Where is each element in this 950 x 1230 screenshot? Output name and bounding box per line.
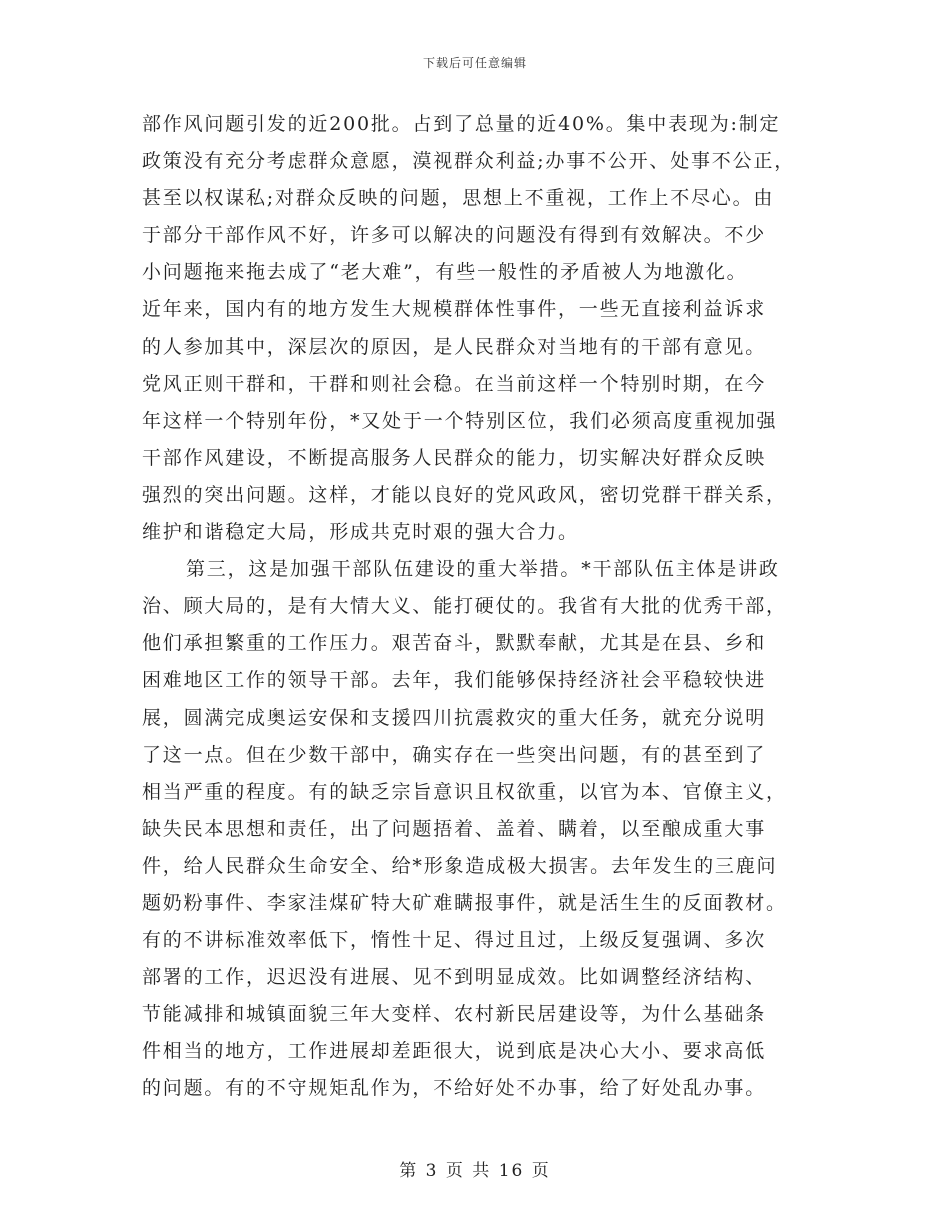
page-header-note: 下载后可任意编辑: [422, 56, 527, 70]
text-line: 甚至以权谋私;对群众反映的问题，思想上不重视，工作上不尽心。由: [142, 187, 775, 210]
text-line: 他们承担繁重的工作压力。艰苦奋斗，默默奉献，尤其是在县、乡和: [142, 632, 767, 655]
text-line: 的问题。有的不守规矩乱作为，不给好处不办事，给了好处乱办事。: [142, 1077, 767, 1100]
text-line: 治、顾大局的，是有大情大义、能打硬仗的。我省有大批的优秀干部，: [142, 595, 787, 618]
text-line: 缺失民本思想和责任，出了问题捂着、盖着、瞒着，以至酿成重大事: [142, 817, 767, 840]
text-line: 有的不讲标准效率低下，惰性十足、得过且过，上级反复强调、多次: [142, 929, 767, 952]
text-line: 的人参加其中，深层次的原因，是人民群众对当地有的干部有意见。: [142, 335, 767, 358]
text-line: 题奶粉事件、李家洼煤矿特大矿难瞒报事件，就是活生生的反面教材。: [142, 891, 787, 914]
text-line: 困难地区工作的领导干部。去年，我们能够保持经济社会平稳较快进: [142, 669, 767, 692]
text-line: 展，圆满完成奥运安保和支援四川抗震救灾的重大任务，就充分说明: [142, 706, 767, 729]
paragraph-start-line: 第三，这是加强干部队伍建设的重大举措。*干部队伍主体是讲政: [186, 558, 780, 581]
page-number-footer: 第 3 页 共 16 页: [399, 1161, 551, 1181]
text-line: 件相当的地方，工作进展却差距很大，说到底是决心大小、要求高低: [142, 1040, 767, 1063]
text-line: 近年来，国内有的地方发生大规模群体性事件，一些无直接利益诉求: [142, 298, 767, 321]
body-text: [142, 106, 822, 1108]
text-line: 于部分干部作风不好，许多可以解决的问题没有得到有效解决。不少: [142, 224, 767, 247]
text-line: 件，给人民群众生命安全、给*形象造成极大损害。去年发生的三鹿问: [142, 854, 778, 877]
text-line: 党风正则干群和，干群和则社会稳。在当前这样一个特别时期，在今: [142, 372, 767, 395]
text-line: 相当严重的程度。有的缺乏宗旨意识且权欲重，以官为本、官僚主义，: [142, 780, 787, 803]
text-line: 小问题拖来拖去成了“老大难”，有些一般性的矛盾被人为地激化。: [142, 261, 748, 284]
text-line: 部署的工作，迟迟没有进展、见不到明显成效。比如调整经济结构、: [142, 966, 767, 989]
text-line: 政策没有充分考虑群众意愿，漠视群众利益;办事不公开、处事不公正，: [142, 150, 796, 173]
text-line: 年这样一个特别年份，*又处于一个特别区位，我们必须高度重视加强: [142, 409, 778, 432]
text-line: 维护和谐稳定大局，形成共克时艰的强大合力。: [142, 521, 579, 544]
text-line: 干部作风建设，不断提高服务人民群众的能力，切实解决好群众反映: [142, 446, 767, 469]
text-line: 部作风问题引发的近200批。占到了总量的近40%。集中表现为:制定: [142, 113, 781, 135]
text-line: 了这一点。但在少数干部中，确实存在一些突出问题，有的甚至到了: [142, 743, 767, 766]
text-line: 强烈的突出问题。这样，才能以良好的党风政风，密切党群干群关系，: [142, 483, 787, 506]
text-line: 节能减排和城镇面貌三年大变样、农村新民居建设等，为什么基础条: [142, 1003, 767, 1026]
